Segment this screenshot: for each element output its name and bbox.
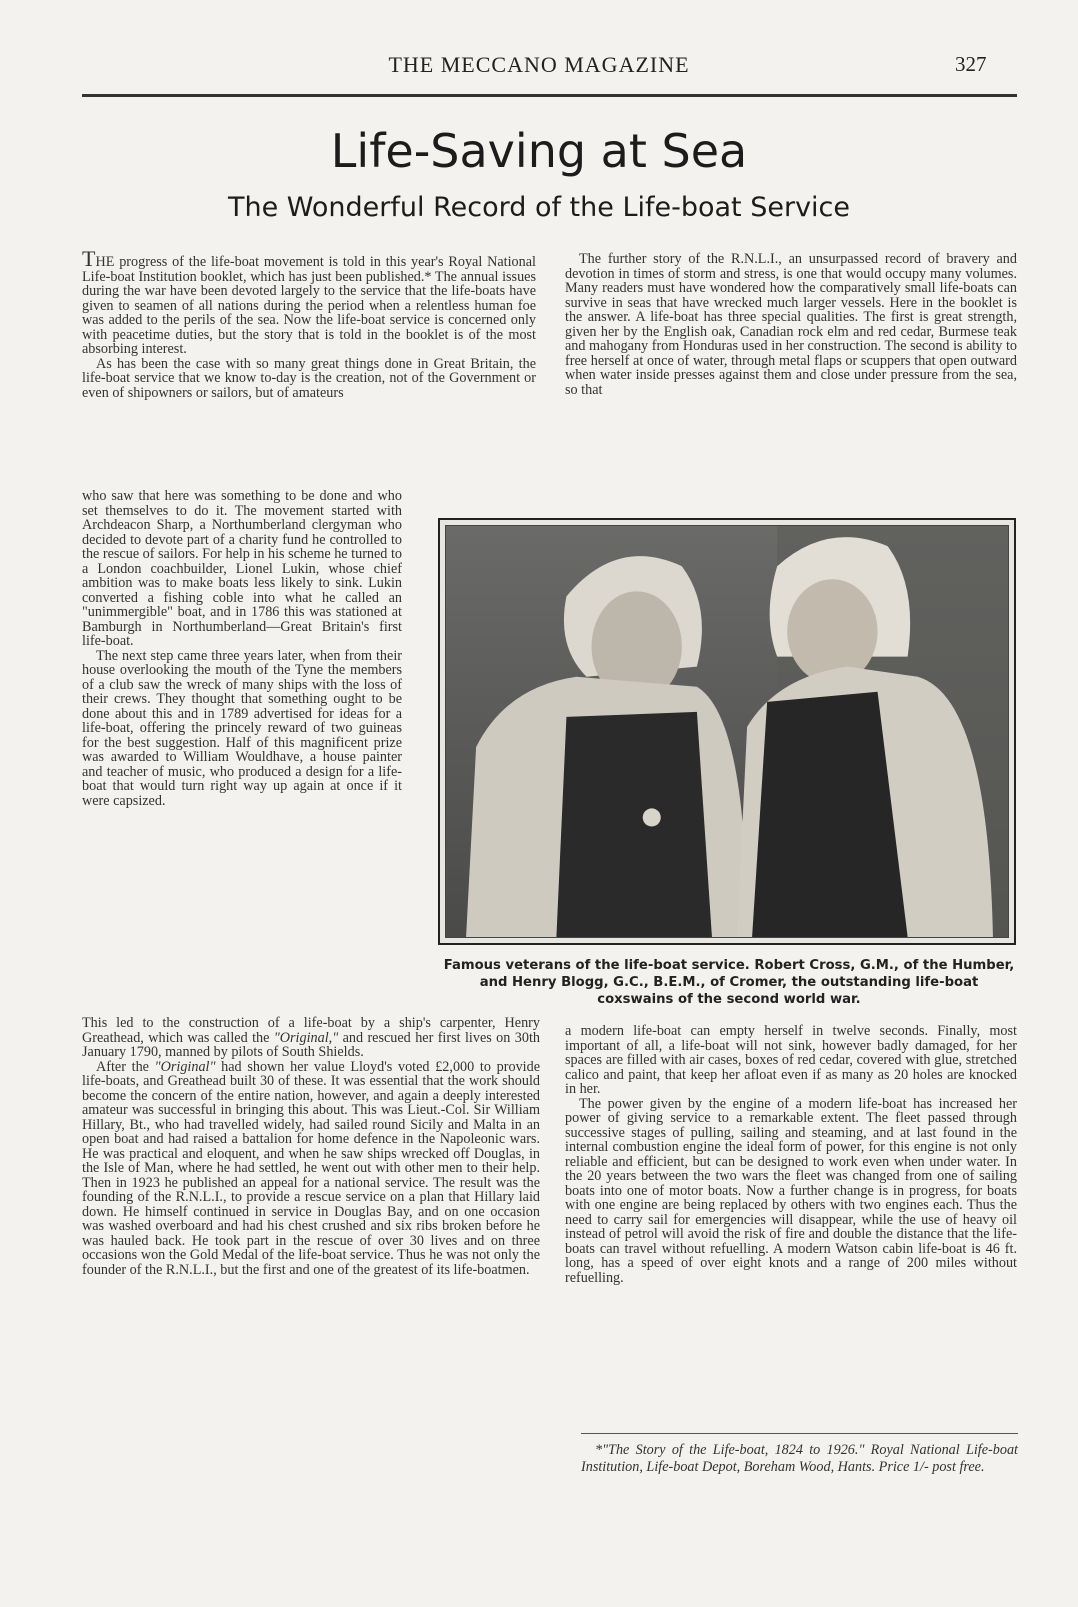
photo-caption: Famous veterans of the life-boat service. Robert Cross, G.M., of the Humber, and Henry Blogg, G.C., B.E.M., of Cromer, the outstanding life-boat coxswains of the second world war. — [443, 958, 1015, 1007]
paragraph-greathead: This led to the construction of a life-boat by a ship's carpenter, Henry Greathead, which was called the "Original," and rescued her first lives on 30th January 1790, manned by pilots of South Shields. — [82, 1015, 540, 1060]
page-number: 327 — [955, 52, 987, 76]
paragraph-tyne: The next step came three years later, when from their house overlooking the mouth of the Tyne the members of a club saw the wreck of many ships with the loss of their crews. They thought that something ought to be done about this and in 1789 advertised for ideas for a life-boat, offering the princely reward of two guineas for the best suggestion. Half of this magnificent prize was awarded to William Wouldhave, a house painter and teacher of music, who produced a design for a life-boat that would turn right way up again at once if it were capsized. — [82, 647, 402, 809]
paragraph-intro-text: HE progress of the life-boat movement is told in this year's Royal National Life-boat Institution booklet, which has just been published.* The annual issues during the war have been devoted largely to the service that the life-boats have given to seamen of all nations during the period when a relentless human foe was added to the perils of the sea. Now the life-boat service is concerned only with peacetime duties, but the story that is told in the booklet is of the most absorbing interest. — [82, 254, 536, 357]
paragraph-unsinkable: a modern life-boat can empty herself in twelve seconds. Finally, most important of all, a life-boat will not sink, however badly damaged, for her spaces are filled with air cases, boxes of red cedar, covered with glue, stretched calico and paint, that keep her afloat even if as many as 20 holes are knocked in her. — [565, 1023, 1017, 1097]
paragraph-amateurs: As has been the case with so many great things done in Great Britain, the life-boat service that we know to-day is the creation, not of the Government or even of shipowners or sailors, but of amateurs — [82, 355, 536, 401]
footnote-divider — [581, 1433, 1018, 1434]
header-divider — [82, 94, 1017, 97]
coxswains-photo — [438, 518, 1016, 945]
left-column-top — [82, 246, 536, 401]
right-column-bottom — [565, 1024, 1017, 1285]
paragraph-amateurs-cont: who saw that here was something to be done and who set themselves to do it. The movement started with Archdeacon Sharp, a Northumberland clergyman who decided to devote part of a charity fund he controlled to the rescue of sailors. For help in his scheme he turned to a London coachbuilder, Lionel Lukin, whose chief ambition was to make boats less likely to sink. Lukin converted a fishing coble into what he called an "unimmergible" boat, and in 1786 this was stationed at Bamburgh in Northumberland—Great Britain's first life-boat. — [82, 488, 402, 649]
photo-image — [445, 525, 1009, 938]
left-column-narrow — [82, 489, 402, 808]
left-column-bottom — [82, 1016, 540, 1277]
paragraph-hillary: After the "Original" had shown her value Lloyd's voted £2,000 to provide life-boats, and Greathead built 30 of these. It was essential that the work should become the concern of the entire nation, however, and again a deeply interested amateur was successful in bringing this about. This was Lieut.-Col. Sir William Hillary, Bt., who had travelled widely, had sailed round Sicily and Malta in an open boat and had raised a battalion for home defence in the Napoleonic wars. He was practical and eloquent, and when he saw ships wrecked off Douglas, in the Isle of Man, where he had settled, he went out with other men to their help. Then in 1923 he published an appeal for a national service. The result was the founding of the R.N.L.I., to provide a rescue service on a plan that Hillary laid down. He himself continued in service in Douglas Bay, and on one occasion was washed overboard and had his chest crushed and six ribs broken before he was hauled back. He took part in the rescue of over 30 lives and on three occasions won the Gold Medal of the life-boat service. Thus he was not only the founder of the R.N.L.I., but the first and one of the greatest of its life-boatmen. — [82, 1058, 540, 1278]
paragraph-engines: The power given by the engine of a modern life-boat has increased her power of giving service to a remarkable extent. The fleet passed through successive stages of pulling, sailing and steaming, and at last found in the internal combustion engine the ideal form of power, for this engine is not only reliable and efficient, but can be designed to work even when under water. In the 20 years between the two wars the fleet was changed from one of sailing boats into one of motor boats. Now a further change is in progress, for boats with one engine are being replaced by others with two engines each. Thus the need to carry sail for emergencies will disappear, while the use of heavy oil instead of petrol will avoid the risk of fire and double the distance that the life-boats can travel without refuelling. A modern Watson cabin life-boat is 46 ft. long, has a speed of over eight knots and a range of 200 miles without refuelling. — [565, 1095, 1017, 1286]
paragraph-intro — [82, 246, 536, 357]
paragraph-qualities: The further story of the R.N.L.I., an unsurpassed record of bravery and devotion in times of storm and stress, is one that would occupy many volumes. Many readers must have wondered how the comparatively small life-boats can survive in seas that have wrecked much larger vessels. Here in the booklet is the answer. A life-boat has three special qualities. The first is great strength, given her by the English oak, Canadian rock elm and red cedar, Burmese teak and mahogany from Honduras used in her construction. The second is ability to free herself at once of water, through metal flaps or scuppers that open outward when water inside presses against them and close under pressure from the sea, so that — [565, 251, 1017, 398]
right-column-top — [565, 252, 1017, 397]
footnote: *"The Story of the Life-boat, 1824 to 1926." Royal National Life-boat Institution, Life-boat Depot, Boreham Wood, Hants. Price 1/- post free. — [581, 1442, 1018, 1475]
magazine-title: THE MECCANO MAGAZINE — [388, 52, 690, 77]
article-subtitle: The Wonderful Record of the Life-boat Service — [227, 192, 851, 223]
drop-cap: T — [82, 246, 96, 271]
article-title: Life-Saving at Sea — [330, 124, 748, 178]
